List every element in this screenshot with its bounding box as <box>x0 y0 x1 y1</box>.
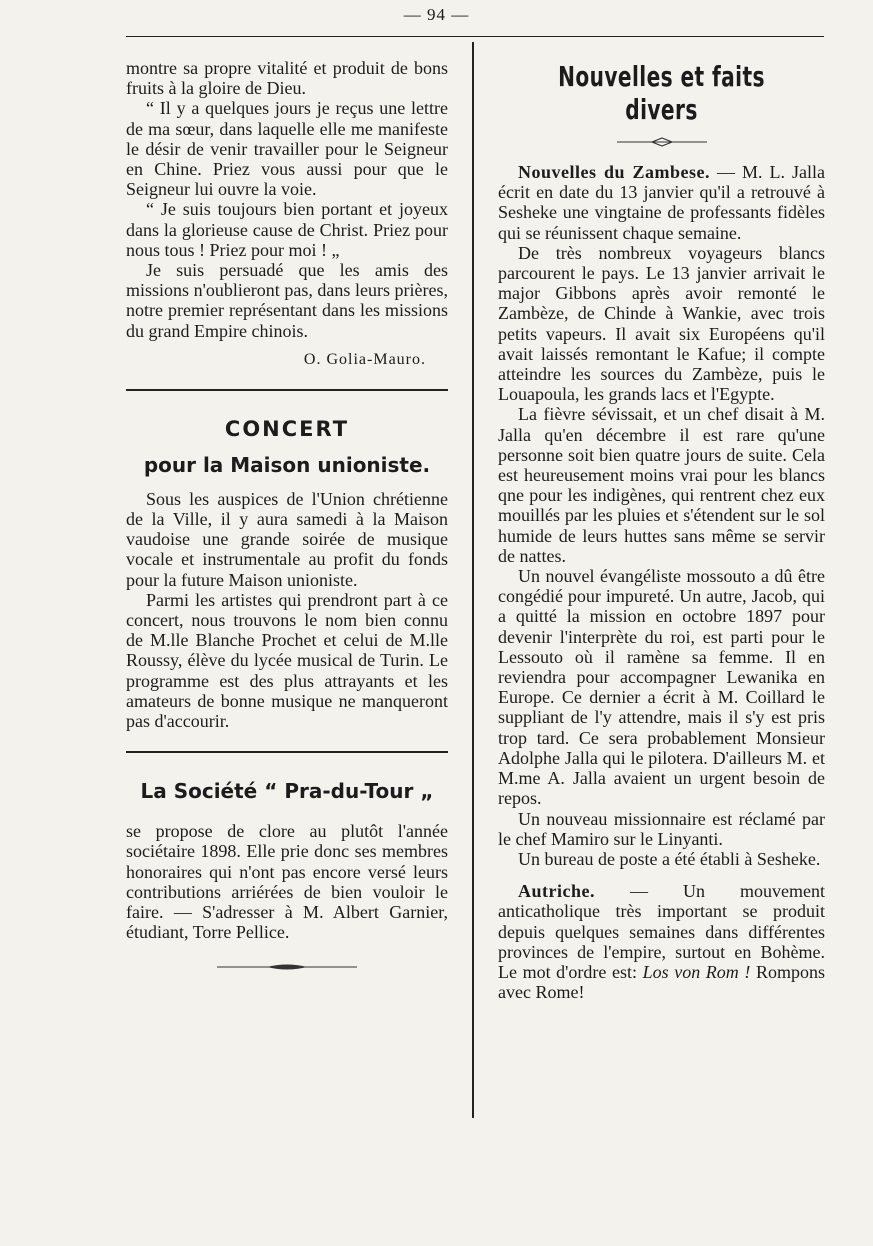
zambese-lead-text: — M. L. Jalla écrit en date du 13 janvier qu'il a retrouvé à Sesheke une vingtaine de professants fidèles qui se réunissent chaque semaine. <box>498 162 825 243</box>
concert-title: CONCERT <box>224 416 350 441</box>
concert-paragraph: Parmi les artistes qui prendront part à ce concert, nous trouvons le nom bien connu de M.lle Blanche Prochet et celui de M.lle Roussy, élève du lycée musical de Turin. Le programme est des plus attrayants et les amateurs de bonne musique ne manqueront pas d'accourir. <box>126 589 448 732</box>
left-column <box>126 58 448 977</box>
zambese-heading: Nouvelles du Zambese. <box>518 162 711 182</box>
continued-paragraph: “ Il y a quelques jours je reçus une lettre de ma sœur, dans laquelle elle me manifeste le désir de venir travailler pour le Seigneur en Chine. Priez vous aussi pour que le Seigneur lui ouvre la voie. <box>126 98 448 200</box>
pra-du-tour-title: La Société “ Pra-du-Tour „ <box>140 779 434 804</box>
autriche-lead-text: — Un mouvement anticatholique très important se produit depuis quelques semaines dans différentes provinces de l'empire, surtout en Bohème. Le mot d'ordre est: <box>498 881 825 982</box>
end-ornament <box>126 959 448 977</box>
autriche-paragraph <box>498 881 825 1002</box>
zambese-lead-paragraph <box>498 162 825 243</box>
title-ornament <box>498 134 825 152</box>
author-signature: O. Golia-Mauro. <box>303 350 426 368</box>
news-section-title: Nouvelles et faits divers <box>558 60 765 126</box>
column-divider <box>472 42 474 1118</box>
pra-du-tour-paragraph: se propose de clore au plutôt l'année sociétaire 1898. Elle prie donc ses membres honoraires qui n'ont pas encore versé leurs contributions arriérées de bien vouloir le faire. — S'adresser à M. Albert Garnier, étudiant, Torre Pellice. <box>126 821 448 943</box>
right-column <box>498 58 825 1002</box>
autriche-heading: Autriche. <box>518 881 595 902</box>
zambese-paragraph: Un nouveau missionnaire est réclamé par le chef Mamiro sur le Linyanti. <box>498 808 825 849</box>
zambese-paragraph: Un bureau de poste a été établi à Sesheke. <box>518 848 821 869</box>
zambese-paragraph: De très nombreux voyageurs blancs parcourent le pays. Le 13 janvier arrivait le major Gibbons après avoir remonté le Zambèze, de Chinde à Wankie, avec trois petits vapeurs. Il avait six Européens qu'il avait laissés remontant le Kafue; il compte atteindre les sources du Zambèze, puis le Louapoula, les grands lacs et l'Egypte. <box>498 242 825 405</box>
continued-paragraph: montre sa propre vitalité et produit de bons fruits à la gloire de Dieu. <box>126 58 448 99</box>
autriche-slogan: Los von Rom ! <box>642 961 751 982</box>
zambese-paragraph: La fièvre sévissait, et un chef disait à M. Jalla qu'en décembre il est rare qu'une personne soit bien quatre jours de suite. Cela est heureusement moins vrai pour les blancs qne pour les indigènes, qui rentrent chez eux mouillés par les pluies et s'étendent sur le sol humide de leurs huttes sans même se servir de nattes. <box>498 404 825 566</box>
continued-paragraph: “ Je suis toujours bien portant et joyeux dans la glorieuse cause de Christ. Priez pour nous tous ! Priez pour moi ! „ <box>126 199 448 260</box>
section-rule <box>126 389 448 391</box>
concert-paragraph: Sous les auspices de l'Union chrétienne de la Ville, il y aura samedi à la Maison vaudoise une grande soirée de musique vocale et instrumentale au profit du fonds pour la future Maison unioniste. <box>126 488 448 590</box>
spacer <box>498 869 825 881</box>
autriche-tail-text: Rompons avec Rome! <box>498 961 825 1003</box>
continued-paragraph: Je suis persuadé que les amis des missions n'oublieront pas, dans leurs prières, notre premier représentant dans les missions du grand Empire chinois. <box>126 260 448 341</box>
concert-subtitle: pour la Maison unioniste. <box>143 452 431 477</box>
page-number: — 94 — <box>403 5 470 24</box>
header-rule <box>126 36 824 37</box>
zambese-paragraph: Un nouvel évangéliste mossouto a dû être congédié pour impureté. Un autre, Jacob, qui a quitté la mission en octobre 1897 pour devenir l'interprète du roi, est parti pour le Lessouto où il ramène sa femme. Il en reviendra pour accompagner Lewanika en Europe. Ce dernier a écrit à M. Coillard le suppliant de l'y attendre, mais il s'y est pris trop tard. Ce sera probablement Monsieur Adolphe Jalla qui le pilotera. D'ailleurs M. et M.me A. Jalla avaient un urgent besoin de repos. <box>498 566 825 809</box>
section-rule <box>126 751 448 753</box>
